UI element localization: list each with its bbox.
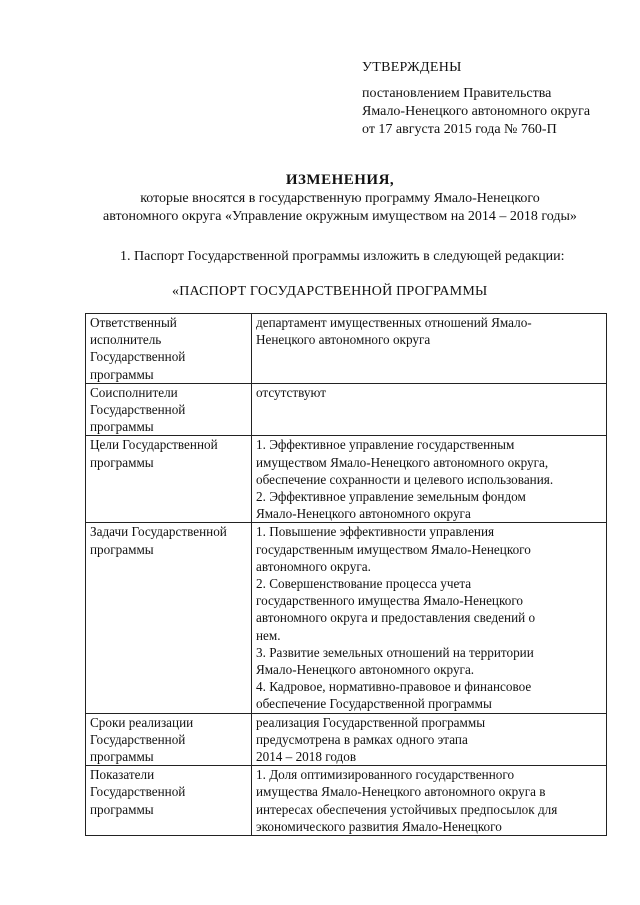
value-line: имущества Ямало-Ненецкого автономного округа в [256,784,546,800]
approval-heading: УТВЕРЖДЕНЫ [362,60,462,75]
value-line: государственного имущества Ямало-Ненецкого [256,593,523,609]
label-line: Государственной [90,402,186,418]
table-row [86,383,607,436]
label-line: Государственной [90,731,186,747]
document-subtitle-line-2: автономного округа «Управление окружным имуществом на 2014 – 2018 годы» [103,209,577,224]
label-line: Задачи Государственной [90,524,227,540]
label-line: Ответственный [90,315,177,330]
label-line: программы [90,749,154,765]
value-line: нем. [256,627,281,643]
label-line: программы [90,541,154,557]
label-line: Соисполнители [90,384,178,400]
label-line: исполнитель [90,332,162,348]
value-line: предусмотрена в рамках одного этапа [256,731,468,747]
passport-table-body [86,314,607,836]
value-line: государственным имуществом Ямало-Ненецкого [256,541,531,557]
label-line: Государственной [90,349,186,365]
approval-line-3: от 17 августа 2015 года № 760-П [362,122,557,137]
value-line: отсутствуют [256,384,326,400]
passport-row-label [86,713,252,766]
value-line: имуществом Ямало-Ненецкого автономного округа, [256,454,549,470]
value-line: экономического развития Ямало-Ненецкого [256,818,502,834]
value-line: 1. Доля оптимизированного государственного [256,767,515,783]
label-line: программы [90,366,154,382]
label-line: Показатели [90,767,155,783]
approval-line-2: Ямало-Ненецкого автономного округа [362,104,591,119]
value-line: Ямало-Ненецкого автономного округа. [256,662,475,678]
value-line: 2. Эффективное управление земельным фондом [256,489,526,505]
passport-row-label [86,766,252,836]
document-title: ИЗМЕНЕНИЯ, [285,172,395,188]
passport-row-label [86,523,252,713]
passport-row-value [252,713,607,766]
passport-row-value [252,766,607,836]
label-line: программы [90,419,154,435]
document-paragraph: 1. Паспорт Государственной программы изложить в следующей редакции: [120,249,565,264]
passport-row-value [252,383,607,436]
approval-line-1: постановлением Правительства [362,86,552,101]
value-line: обеспечение сохранности и целевого использования. [256,471,554,487]
value-line: интересах обеспечения устойчивых предпосылок для [256,801,558,817]
table-row [86,713,607,766]
table-row [86,766,607,836]
value-line: Ямало-Ненецкого автономного округа [256,506,471,522]
passport-row-value [252,523,607,713]
passport-row-value [252,314,607,384]
value-line: 3. Развитие земельных отношений на территории [256,644,534,660]
label-line: программы [90,801,154,817]
passport-row-value [252,436,607,523]
document-title-block [60,171,620,226]
document-subtitle-line-1: которые вносятся в государственную программу Ямало-Ненецкого [140,191,540,206]
passport-row-label [86,383,252,436]
value-line: 1. Эффективное управление государственным [256,437,515,453]
value-line: 1. Повышение эффективности управления [256,524,495,540]
value-line: 2. Совершенствование процесса учета [256,576,472,592]
label-line: Государственной [90,784,186,800]
value-line: департамент имущественных отношений Ямало- [256,315,532,330]
value-line: реализация Государственной программы [256,714,486,730]
table-row [86,314,607,384]
value-line: 4. Кадровое, нормативно-правовое и финансовое [256,679,532,695]
approval-block [362,59,622,139]
value-line: автономного округа. [256,558,371,574]
table-row [86,523,607,713]
label-line: Сроки реализации [90,714,194,730]
passport-title: «ПАСПОРТ ГОСУДАРСТВЕННОЙ ПРОГРАММЫ [172,284,488,299]
passport-row-label [86,314,252,384]
table-row [86,436,607,523]
passport-row-label [86,436,252,523]
label-line: Цели Государственной [90,437,218,453]
label-line: программы [90,454,154,470]
passport-table [85,313,607,836]
value-line: Ненецкого автономного округа [256,332,431,348]
value-line: автономного округа и предоставления сведений о [256,610,536,626]
value-line: обеспечение Государственной программы [256,696,492,712]
value-line: 2014 – 2018 годов [256,749,357,765]
